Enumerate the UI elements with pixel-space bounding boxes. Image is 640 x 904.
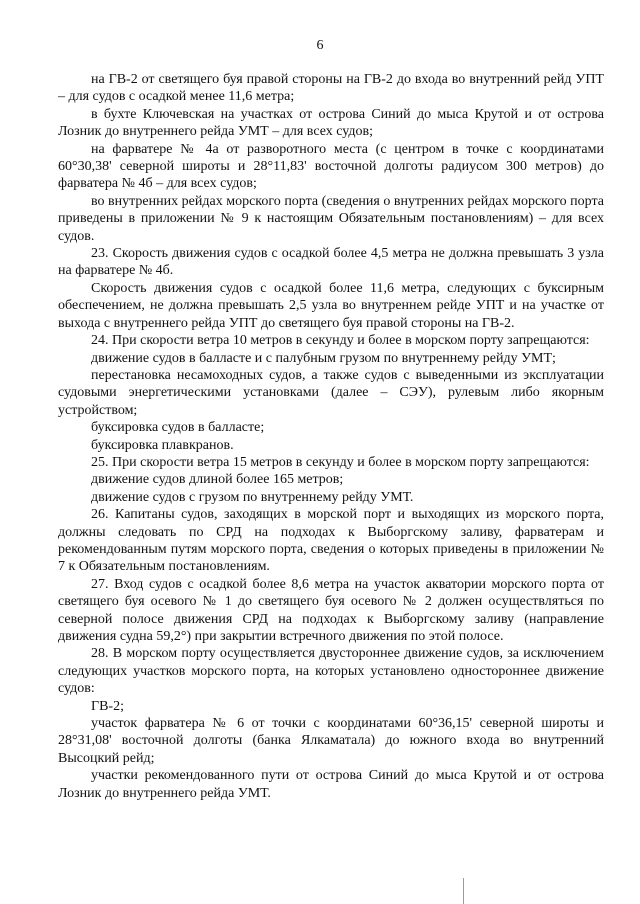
paragraph: перестановка несамоходных судов, а также судов с выведенными из эксплуатации судовыми энергетическими установками (далее – СЭУ), рулевым либо якорным устройством;: [58, 367, 604, 418]
page-number: 6: [316, 38, 324, 53]
paragraph: во внутренних рейдах морского порта (сведения о внутренних рейдах морского порта приведены в приложении № 9 к настоящим Обязательным постановлениям) – для всех судов.: [58, 193, 604, 244]
paragraph: буксировка плавкранов.: [91, 437, 234, 453]
paragraph: движение судов длиной более 165 метров;: [91, 472, 344, 488]
paragraph: движение судов с грузом по внутреннему рейду УМТ.: [91, 489, 414, 505]
paragraph: на ГВ-2 от светящего буя правой стороны на ГВ-2 до входа во внутренний рейд УПТ – для судов с осадкой менее 11,6 метра;: [58, 72, 604, 105]
paragraph: 26. Капитаны судов, заходящих в морской порт и выходящих из морского порта, должны следовать по СРД на подходах к Выборгскому заливу, фарватерам и рекомендованным путям морского порта, сведения о которых приведены в приложении № 7 к Обязательным постановлениям.: [58, 507, 604, 575]
paragraph: ГВ-2;: [91, 698, 124, 714]
document-body: [58, 71, 604, 802]
paragraph: 23. Скорость движения судов с осадкой более 4,5 метра не должна превышать 3 узла на фарватере № 4б.: [58, 246, 604, 279]
scan-artifact-line: [463, 878, 464, 904]
paragraph: Скорость движения судов с осадкой более 11,6 метра, следующих с буксирным обеспечением, не должна превышать 2,5 узла во внутреннем рейде УПТ и на участке от выхода с внутреннего рейда УПТ до светящего буя правой стороны на ГВ-2.: [58, 280, 604, 331]
paragraph: на фарватере № 4а от разворотного места (с центром в точке с координатами 60°30,38' северной широты и 28°11,83' восточной долготы радиусом 300 метров) до фарватера № 4б – для всех судов;: [58, 141, 604, 192]
paragraph: движение судов в балласте и с палубным грузом по внутреннему рейду УМТ;: [91, 350, 556, 366]
paragraph: участок фарватера № 6 от точки с координатами 60°36,15' северной широты и 28°31,08' восточной долготы (банка Ялкаматала) до южного входа во внутренний Высоцкий рейд;: [58, 716, 604, 766]
paragraph: 24. При скорости ветра 10 метров в секунду и более в морском порту запрещаются:: [91, 333, 590, 349]
paragraph: 27. Вход судов с осадкой более 8,6 метра на участок акватории морского порта от светящего буя осевого № 1 до светящего буя осевого № 2 должен осуществляться по северной полосе движения СРД на подходах к Выборгскому заливу (направление движения судна 59,2°) при закрытии встречного движения по этой полосе.: [58, 576, 604, 644]
paragraph: 28. В морском порту осуществляется двустороннее движение судов, за исключением следующих участков морского порта, на которых установлено одностороннее движение судов:: [58, 646, 604, 697]
paragraph: участки рекомендованного пути от острова Синий до мыса Крутой и от острова Лозник до внутреннего рейда УМТ.: [58, 768, 604, 801]
paragraph: буксировка судов в балласте;: [91, 420, 265, 436]
paragraph: в бухте Ключевская на участках от острова Синий до мыса Крутой и от острова Лозник до внутреннего рейда УМТ – для всех судов;: [58, 106, 604, 140]
paragraph: 25. При скорости ветра 15 метров в секунду и более в морском порту запрещаются:: [91, 454, 590, 470]
